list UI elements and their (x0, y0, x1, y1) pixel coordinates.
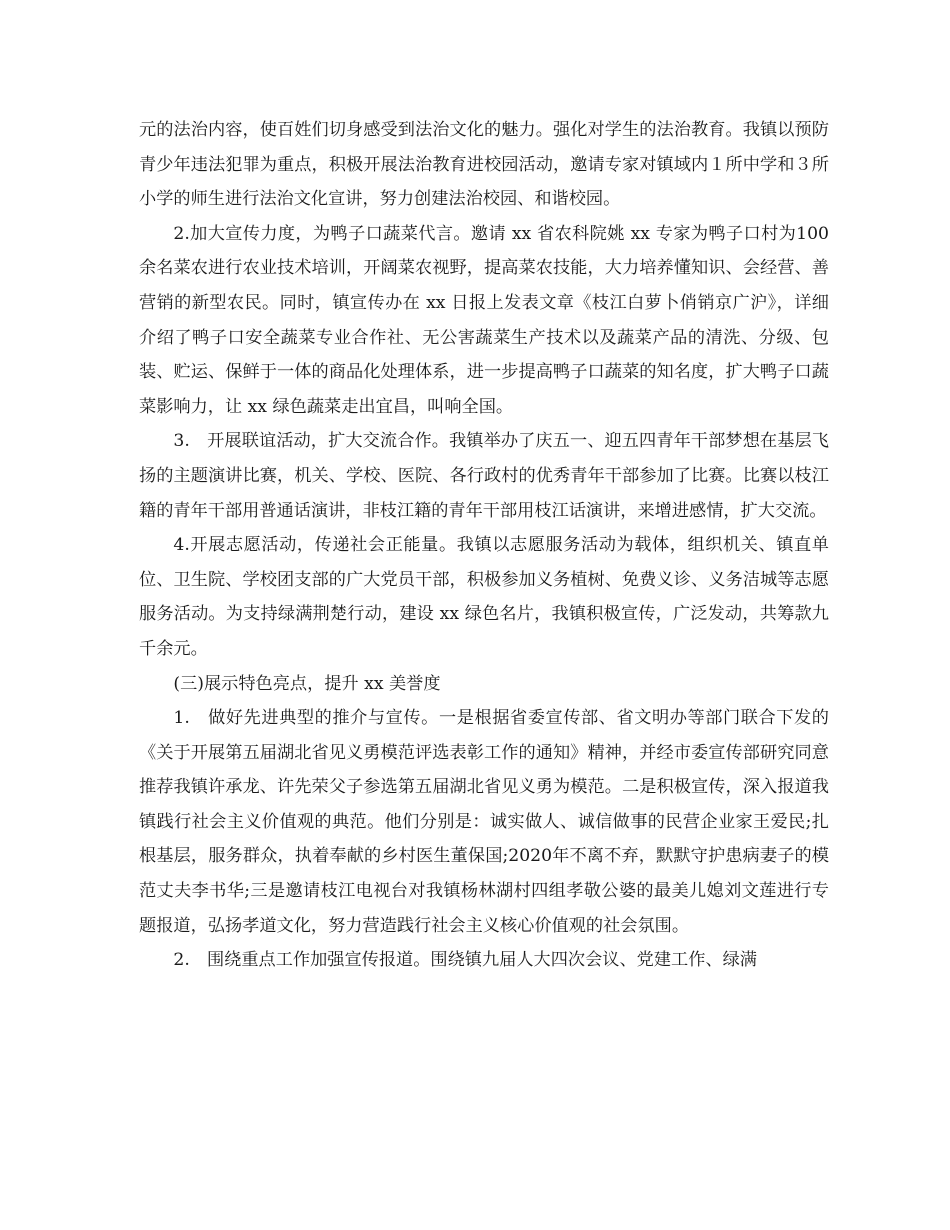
paragraph-key-work-reporting: 2. 围绕重点工作加强宣传报道。围绕镇九届人大四次会议、党建工作、绿满 (173, 950, 757, 971)
paragraph-vegetable-promotion: 2.加大宣传力度，为鸭子口蔬菜代言。邀请 xx 省农科院姚 xx 专家为鸭子口村为100余名菜农进行农业技术培训，开阔菜农视野，提高菜农技能，大力培养懂知识、会经营、善营销的新型农民。同时，镇宣传办在 xx 日报上发表文章《枝江白萝卜俏销京广沪》，详细介绍了鸭子口安全蔬菜专业合作社、无公害蔬菜生产技术以及蔬菜产品的清洗、分级、包装、贮运、保鲜于一体的商品化处理体系，进一步提高鸭子口蔬菜的知名度，扩大鸭子口蔬菜影响力，让 xx 绿色蔬菜走出宜昌，叫响全国。 (139, 223, 829, 417)
paragraph-advanced-models: 1. 做好先进典型的推介与宣传。一是根据省委宣传部、省文明办等部门联合下发的《关于开展第五届湖北省见义勇模范评选表彰工作的通知》精神，并经市委宣传部研究同意推荐我镇许承龙、许先荣父子参选第五届湖北省见义勇为模范。二是积极宣传，深入报道我镇践行社会主义价值观的典范。他们分别是：诚实做人、诚信做事的民营企业家王爱民;扎根基层，服务群众，执着奉献的乡村医生董保国;2020年不离不弃，默默守护患病妻子的模范丈夫李书华;三是邀请枝江电视台对我镇杨林湖村四组孝敬公婆的最美儿媳刘文莲进行专题报道，弘扬孝道文化，努力营造践行社会主义核心价值观的社会氛围。 (139, 708, 829, 936)
paragraph-rule-of-law-education: 元的法治内容，使百姓们切身感受到法治文化的魅力。强化对学生的法治教育。我镇以预防青少年违法犯罪为重点，积极开展法治教育进校园活动，邀请专家对镇域内１所中学和３所小学的师生进行法治文化宣讲，努力创建法治校园、和谐校园。 (139, 120, 829, 210)
paragraph-fellowship-activities: 3. 开展联谊活动，扩大交流合作。我镇举办了庆五一、迎五四青年干部梦想在基层飞扬的主题演讲比赛，机关、学校、医院、各行政村的优秀青年干部参加了比赛。比赛以枝江籍的青年干部用普通话演讲，非枝江籍的青年干部用枝江话演讲，来增进感情，扩大交流。 (139, 431, 829, 521)
section-heading-featured-highlights: (三)展示特色亮点，提升 xx 美誉度 (173, 673, 441, 694)
paragraph-volunteer-activities: 4.开展志愿活动，传递社会正能量。我镇以志愿服务活动为载体，组织机关、镇直单位、卫生院、学校团支部的广大党员干部，积极参加义务植树、免费义诊、义务洁城等志愿服务活动。为支持绿满荆楚行动，建设 xx 绿色名片，我镇积极宣传，广泛发动，共筹款九千余元。 (139, 535, 829, 659)
document-body (139, 113, 829, 978)
